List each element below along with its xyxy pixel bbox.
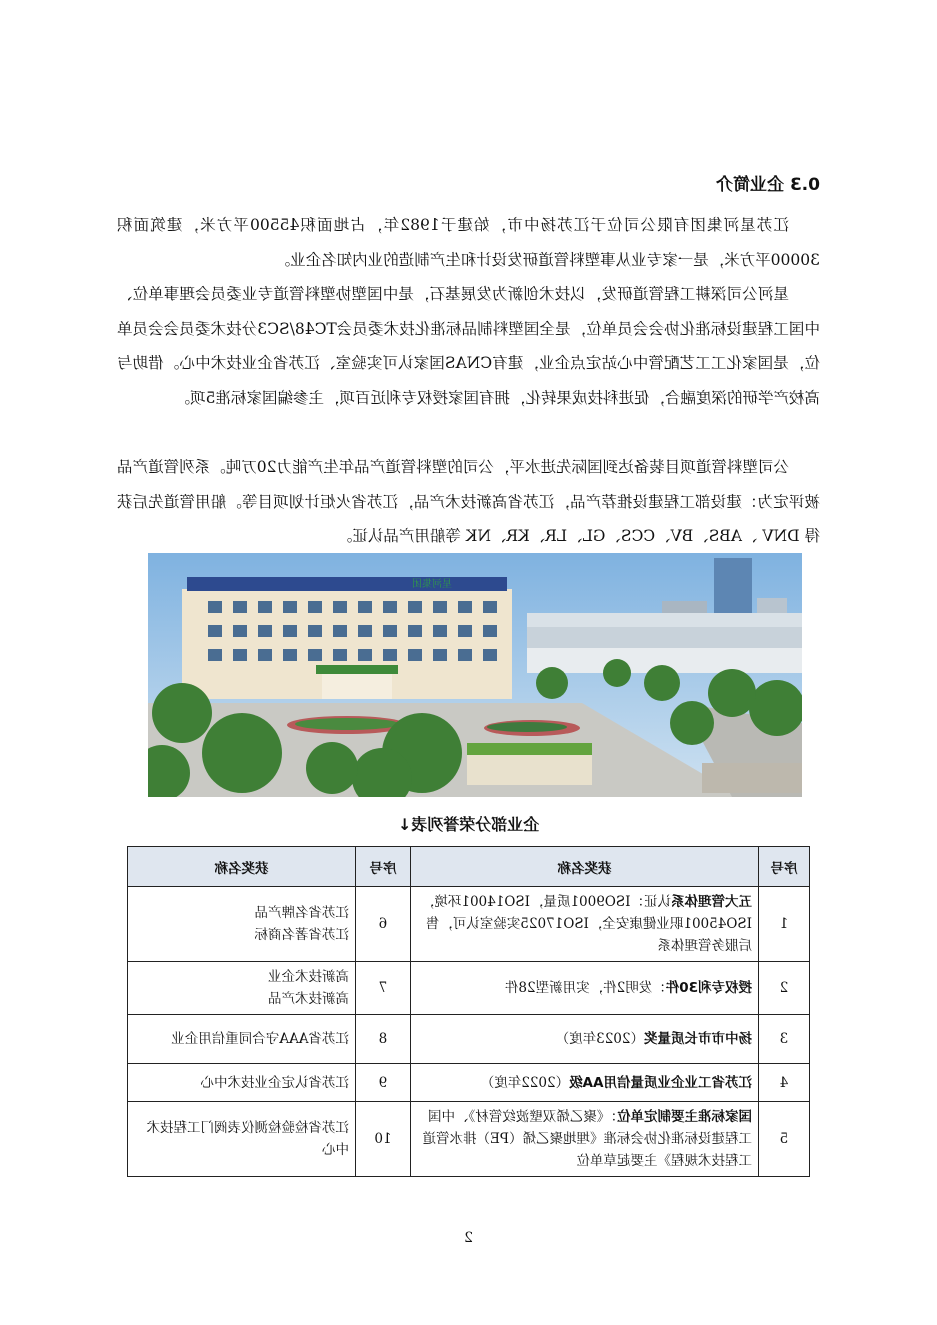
- row-no-2: 7: [356, 962, 411, 1015]
- award-name-2: 江苏省AAA守合同重信用企业: [128, 1015, 356, 1064]
- table-row: [128, 962, 810, 1015]
- header-award-name-2: 获奖名称: [128, 847, 356, 887]
- award-desc: 授权专利30件：发明2件，实用新型28件: [411, 962, 759, 1015]
- page-number: 2: [464, 1230, 473, 1246]
- award-name-2: 江苏省认定企业技术中心: [128, 1064, 356, 1102]
- table-row: [128, 887, 810, 962]
- award-desc: 国家标准主要制定单位：《聚乙烯双壁波纹管材》、中国工程建设标准化协会标准《埋地聚乙烯（PE）排水管道工程技术规程》主要起草单位: [411, 1102, 759, 1177]
- award-name-2: 高新技术企业 高新技术产品: [128, 962, 356, 1015]
- intro-paragraph-3: 公司塑料管道项目装备达到国际先进水平，公司的塑料管道产品年生产能力20万吨。系列管道产品被评定为：建设部工程建设推荐产品，江苏省高新技术产品，江苏省火炬计划项目等。船用管道先后获得 DNV 、ABS、BV、CCS、GL、LR、KR、NK 等船用产品认证。: [117, 458, 820, 545]
- table-row: [128, 1015, 810, 1064]
- award-name-2: 江苏省名牌产品 江苏省著名商标: [128, 887, 356, 962]
- row-no: 3: [759, 1015, 810, 1064]
- row-no-2: 8: [356, 1015, 411, 1064]
- table-header-row: [128, 847, 810, 887]
- row-no-2: 9: [356, 1064, 411, 1102]
- header-award-name: 获奖名称: [411, 847, 759, 887]
- row-no-2: 6: [356, 887, 411, 962]
- row-no: 4: [759, 1064, 810, 1102]
- table-row: [128, 1102, 810, 1177]
- section-heading: 0.3 企业简介: [715, 175, 820, 195]
- company-building-photo: [148, 553, 802, 797]
- honors-table: [127, 846, 810, 1177]
- award-desc: 江苏省工业企业质量信用AA级（2022年度）: [411, 1064, 759, 1102]
- table-row: [128, 1064, 810, 1102]
- header-no-2: 序号: [356, 847, 411, 887]
- row-no: 5: [759, 1102, 810, 1177]
- row-no: 1: [759, 887, 810, 962]
- row-no: 2: [759, 962, 810, 1015]
- intro-paragraph-2: 星河公司深耕工程管道研发，以技术创新为发展基石，是中国塑协塑料管道专业委员会理事单位、中国工程建设标准化协会会员单位，是全国塑料制品标准化技术委员会TC48/SC3分技术委员会会员单位，是国家化工工艺配管中心站定点企业，建有CNAS国家认可实验室、江苏省企业技术中心。借助与高校产学研的深度融合，促进科技成果转化，拥有国家授权专利近百项，主参编国家标准5项。: [117, 285, 820, 407]
- award-name-2: 江苏省检验检测仪表阀门工程技术中心: [128, 1102, 356, 1177]
- award-desc: 五大管理体系认证：ISO9001质量，ISO14001环境，ISO45001职业健康安全，ISO17025实验室认可，售后服务管理体系: [411, 887, 759, 962]
- row-no-2: 10: [356, 1102, 411, 1177]
- table-caption: 企业部分荣誉列表↓: [397, 815, 540, 834]
- intro-paragraph-1: 江苏星河集团有限公司位于江苏扬中市，始建于1982年，占地面积45500平方米，建筑面积30000平方米，是一家专业从事塑料管道研发设计和生产制造的业内知名企业。: [117, 216, 820, 269]
- building-sign: 星河集团: [412, 579, 452, 590]
- award-desc: 扬中市市长质量奖（2023年度）: [411, 1015, 759, 1064]
- header-no: 序号: [759, 847, 810, 887]
